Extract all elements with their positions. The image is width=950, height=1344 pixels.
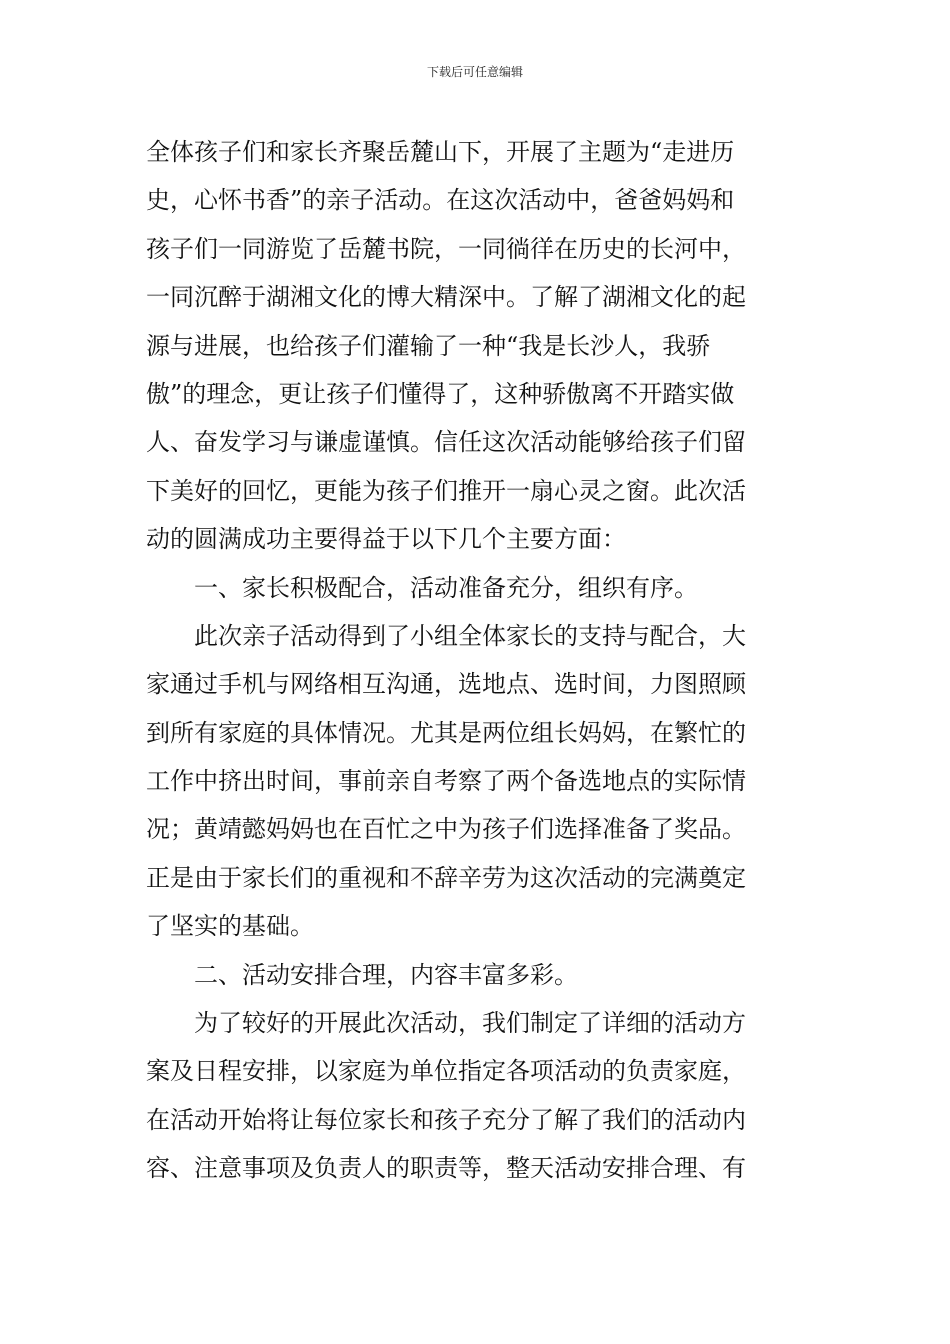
body-line: 在活动开始将让每位家长和孩子充分了解了我们的活动内 bbox=[146, 1105, 746, 1134]
body-line: 容、注意事项及负责人的职责等，整天活动安排合理、有 bbox=[146, 1154, 746, 1183]
section-heading-2: 二、活动安排合理，内容丰富多彩。 bbox=[194, 960, 578, 989]
document-body bbox=[146, 128, 816, 1193]
section-heading-1: 一、家长积极配合，活动准备充分，组织有序。 bbox=[194, 573, 698, 602]
body-line: 家通过手机与网络相互沟通，选地点、选时间，力图照顾 bbox=[146, 670, 746, 699]
paragraph-start: 此次亲子活动得到了小组全体家长的支持与配合，大 bbox=[194, 621, 746, 650]
body-line: 傲”的理念，更让孩子们懂得了，这种骄傲离不开踏实做 bbox=[146, 379, 735, 408]
body-line: 到所有家庭的具体情况。尤其是两位组长妈妈，在繁忙的 bbox=[146, 718, 746, 747]
body-line: 动的圆满成功主要得益于以下几个主要方面： bbox=[146, 525, 626, 554]
page-header-note: 下载后可任意编辑 bbox=[426, 65, 523, 79]
body-line: 下美好的回忆，更能为孩子们推开一扇心灵之窗。此次活 bbox=[146, 476, 746, 505]
body-line: 人、奋发学习与谦虚谨慎。信任这次活动能够给孩子们留 bbox=[146, 428, 746, 457]
body-line: 案及日程安排，以家庭为单位指定各项活动的负责家庭， bbox=[146, 1057, 746, 1086]
body-line: 一同沉醉于湖湘文化的博大精深中。了解了湖湘文化的起 bbox=[146, 283, 746, 312]
paragraph-start: 为了较好的开展此次活动，我们制定了详细的活动方 bbox=[194, 1009, 746, 1038]
body-line: 了坚实的基础。 bbox=[146, 912, 314, 941]
body-line: 史，心怀书香”的亲子活动。在这次活动中，爸爸妈妈和 bbox=[146, 186, 735, 215]
body-line: 孩子们一同游览了岳麓书院，一同徜徉在历史的长河中， bbox=[146, 234, 746, 263]
body-line: 工作中挤出时间，事前亲自考察了两个备选地点的实际情 bbox=[146, 767, 746, 796]
body-line: 正是由于家长们的重视和不辞辛劳为这次活动的完满奠定 bbox=[146, 863, 746, 892]
body-line: 况；黄靖懿妈妈也在百忙之中为孩子们选择准备了奖品。 bbox=[146, 815, 746, 844]
body-line: 全体孩子们和家长齐聚岳麓山下，开展了主题为“走进历 bbox=[146, 138, 735, 166]
body-line: 源与进展，也给孩子们灌输了一种“我是长沙人，我骄 bbox=[146, 331, 711, 360]
